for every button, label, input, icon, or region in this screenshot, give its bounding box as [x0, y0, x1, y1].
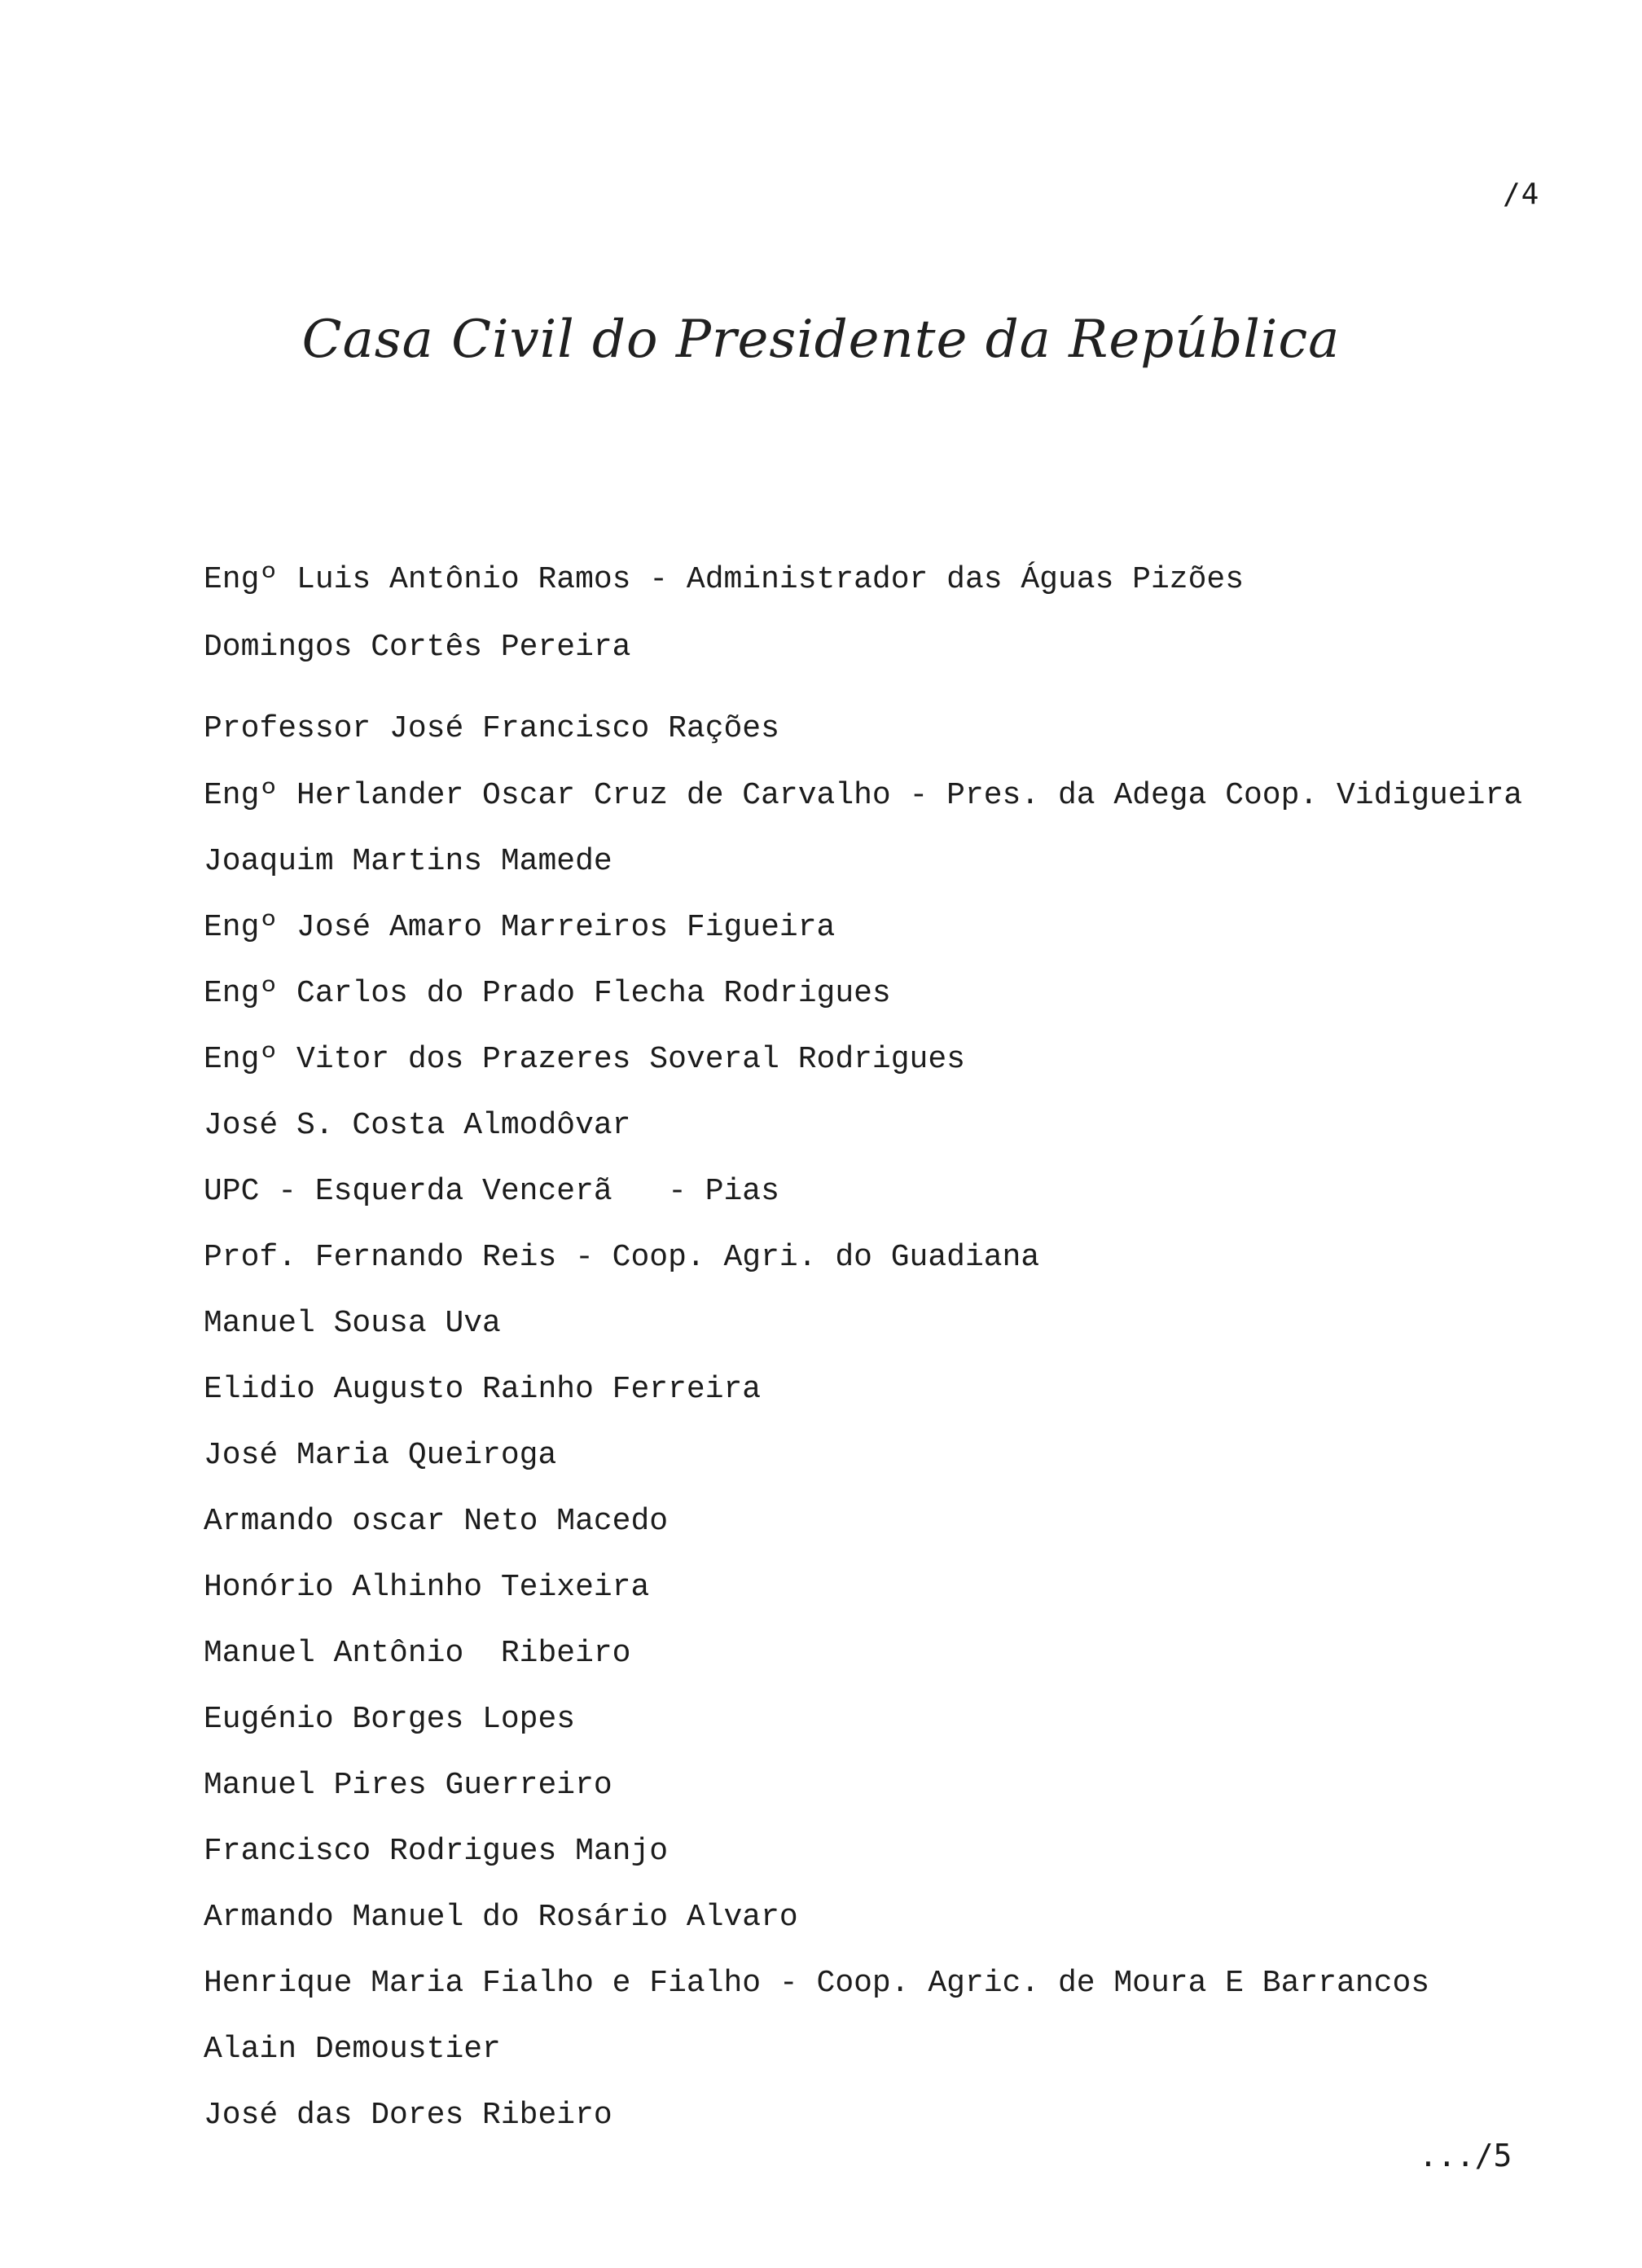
- list-item: Manuel Pires Guerreiro: [204, 1768, 612, 1803]
- list-item: Engº Herlander Oscar Cruz de Carvalho - Pres. da Adega Coop. Vidigueira: [204, 778, 1523, 813]
- entry-list: [204, 0, 1621, 2268]
- list-item: UPC - Esquerda Vencerã - Pias: [204, 1174, 779, 1209]
- list-item: Honório Alhinho Teixeira: [204, 1570, 650, 1605]
- list-item: Professor José Francisco Rações: [204, 711, 779, 746]
- list-item: Manuel Sousa Uva: [204, 1306, 501, 1341]
- list-item: Francisco Rodrigues Manjo: [204, 1834, 669, 1869]
- list-item: Armando oscar Neto Macedo: [204, 1504, 669, 1539]
- continuation-marker: .../5: [1419, 2138, 1512, 2174]
- list-item: Manuel Antônio Ribeiro: [204, 1636, 631, 1671]
- list-item: Domingos Cortês Pereira: [204, 630, 631, 665]
- list-item: José Maria Queiroga: [204, 1438, 557, 1473]
- list-item: Engº Vitor dos Prazeres Soveral Rodrigues: [204, 1042, 965, 1077]
- list-item: Elidio Augusto Rainho Ferreira: [204, 1372, 762, 1407]
- list-item: Henrique Maria Fialho e Fialho - Coop. Agric. de Moura E Barrancos: [204, 1966, 1430, 2001]
- list-item: Prof. Fernando Reis - Coop. Agri. do Guadiana: [204, 1240, 1040, 1275]
- list-item: Eugénio Borges Lopes: [204, 1702, 576, 1737]
- list-item: Engº Carlos do Prado Flecha Rodrigues: [204, 976, 891, 1011]
- list-item: José S. Costa Almodôvar: [204, 1108, 631, 1143]
- letterhead: Casa Civil do Presidente da República: [301, 310, 1341, 370]
- list-item: Armando Manuel do Rosário Alvaro: [204, 1900, 798, 1935]
- list-item: Engº Luis Antônio Ramos - Administrador das Águas Pizões: [204, 562, 1245, 597]
- list-item: José das Dores Ribeiro: [204, 2098, 612, 2133]
- list-item: Alain Demoustier: [204, 2032, 501, 2067]
- list-item: Engº José Amaro Marreiros Figueira: [204, 910, 836, 945]
- page-number: /4: [1503, 178, 1540, 211]
- list-item: Joaquim Martins Mamede: [204, 844, 612, 879]
